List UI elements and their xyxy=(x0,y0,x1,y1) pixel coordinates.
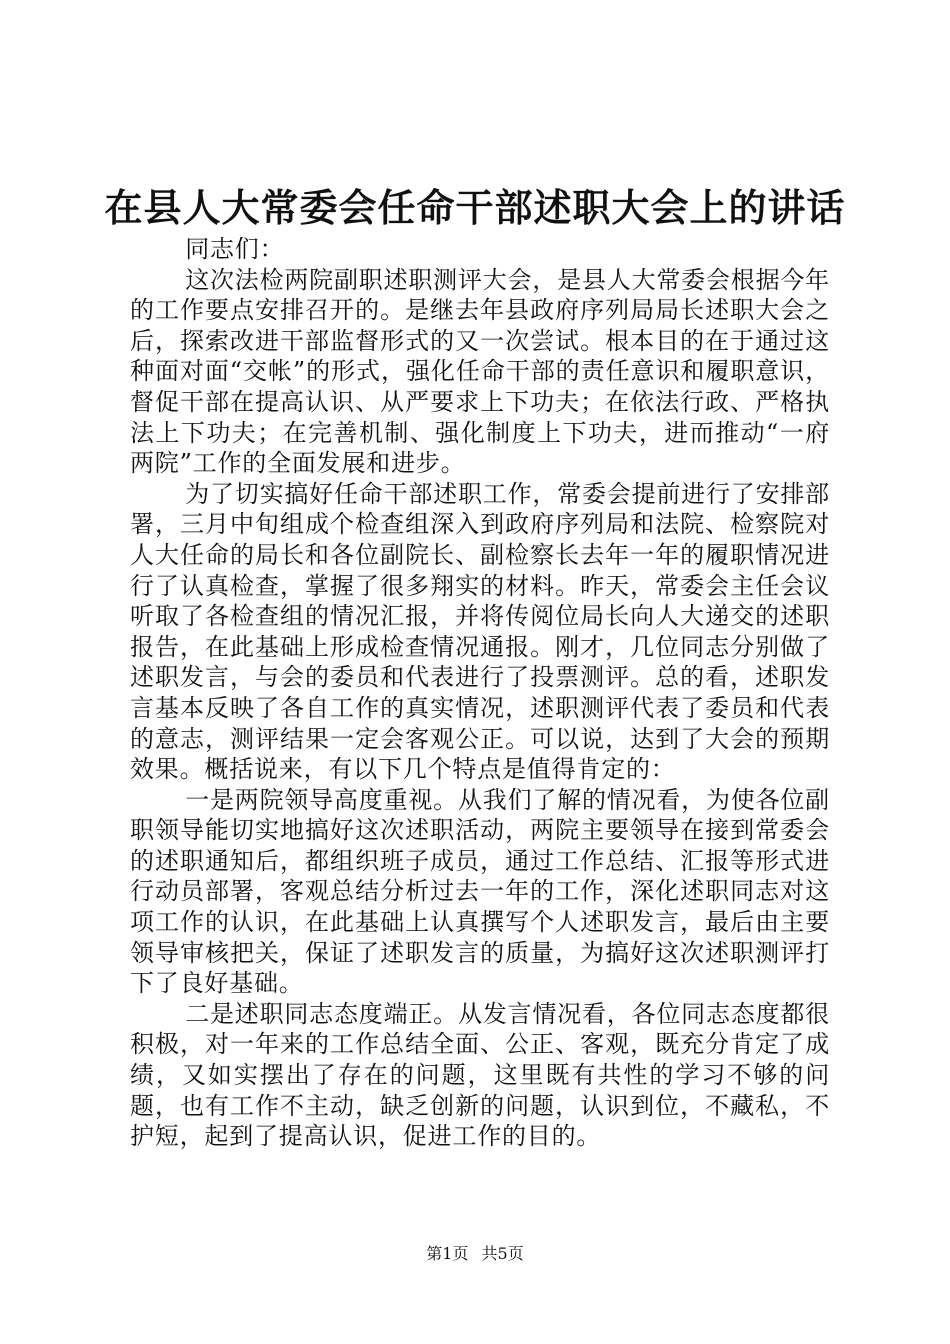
document-body xyxy=(130,234,830,1152)
document-title: 在县人大常委会任命干部述职大会上的讲话 xyxy=(104,185,846,230)
salutation-paragraph: 同志们： xyxy=(185,235,285,263)
page-number: 第1页 xyxy=(426,1244,469,1263)
page-footer xyxy=(0,1243,950,1265)
body-paragraph: 二是述职同志态度端正。从发言情况看，各位同志态度都很积极，对一年来的工作总结全面、公正、客观，既充分肯定了成绩，又如实摆出了存在的问题，这里既有共性的学习不够的问题，也有工作不主动，缺乏创新的问题，认识到位，不藏私，不护短，起到了提高认识，促进工作的目的。 xyxy=(130,999,830,1151)
body-paragraph: 为了切实搞好任命干部述职工作，常委会提前进行了安排部署，三月中旬组成个检查组深入到政府序列局和法院、检察院对人大任命的局长和各位副院长、副检察长去年一年的履职情况进行了认真检查，掌握了很多翔实的材料。昨天，常委会主任会议听取了各检查组的情况汇报，并将传阅位局长向人大递交的述职报告，在此基础上形成检查情况通报。刚才，几位同志分别做了述职发言，与会的委员和代表进行了投票测评。总的看，述职发言基本反映了各自工作的真实情况，述职测评代表了委员和代表的意志，测评结果一定会客观公正。可以说，达到了大会的预期效果。概括说来，有以下几个特点是值得肯定的： xyxy=(130,479,830,784)
body-paragraph: 这次法检两院副职述职测评大会，是县人大常委会根据今年的工作要点安排召开的。是继去年县政府序列局局长述职大会之后，探索改进干部监督形式的又一次尝试。根本目的在于通过这种面对面“交帐”的形式，强化任命干部的责任意识和履职意识，督促干部在提高认识、从严要求上下功夫；在依法行政、严格执法上下功夫；在完善机制、强化制度上下功夫，进而推动“一府两院”工作的全面发展和进步。 xyxy=(130,265,830,478)
body-paragraph: 一是两院领导高度重视。从我们了解的情况看，为使各位副职领导能切实地搞好这次述职活动，两院主要领导在接到常委会的述职通知后，都组织班子成员，通过工作总结、汇报等形式进行动员部署，客观总结分析过去一年的工作，深化述职同志对这项工作的认识，在此基础上认真撰写个人述职发言，最后由主要领导审核把关，保证了述职发言的质量，为搞好这次述职测评打下了良好基础。 xyxy=(130,785,830,998)
page-total: 共5页 xyxy=(481,1244,524,1263)
